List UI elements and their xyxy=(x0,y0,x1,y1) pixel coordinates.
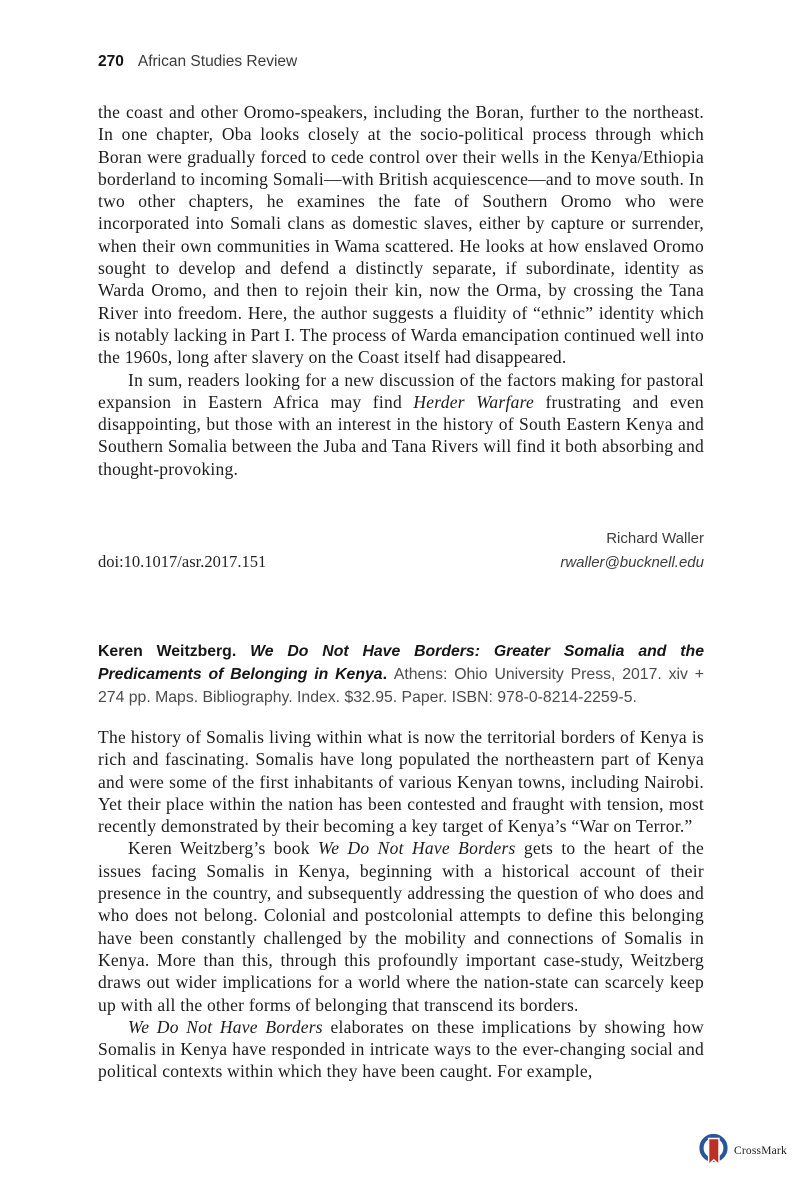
doi-email-row xyxy=(98,550,704,574)
running-header xyxy=(98,53,704,71)
crossmark-label: CrossMark xyxy=(734,1144,787,1157)
review-paragraph: Keren Weitzberg’s book We Do Not Have Borders gets to the heart of the issues facing Somalis in Kenya, beginning with a historical account of their presence in the country, and subsequently addressing the question of who does and who does not belong. Colonial and postcolonial attempts to define this belonging have been constantly challenged by the mobility and connections of Somalis in Kenya. More than this, through this profoundly important case-study, Weitzberg draws out wider implications for a world where the nation-state can scarcely keep up with all the other forms of belonging that transcend its borders. xyxy=(98,838,705,1015)
crossmark-icon xyxy=(698,1133,730,1168)
review-paragraph: the coast and other Oromo-speakers, including the Boran, further to the northeast. In one chapter, Oba looks closely at the socio-political process through which Boran were gradually forced to cede control over their wells in the Kenya/Ethiopia borderland to incoming Somali—with British acquiescence—and to move south. In two other chapters, he examines the fate of Southern Oromo who were incorporated into Somali clans as domestic slaves, either by capture or surrender, when their own communities in Wama scattered. He looks at how enslaved Oromo sought to develop and defend a distinctly separate, if subordinate, identity as Warda Oromo, and then to rejoin their kin, now the Orma, by crossing the Tana River into freedom. Here, the author suggests a fluidity of “ethnic” identity which is notably lacking in Part I. The process of Warda emancipation continued well into the 1960s, long after slavery on the Coast itself had disappeared. xyxy=(98,102,704,368)
page-number: 270 xyxy=(98,53,124,70)
reviewer-attribution xyxy=(98,528,704,574)
reviewer-name: Richard Waller xyxy=(606,530,704,547)
journal-title: African Studies Review xyxy=(137,53,298,70)
book-citation-heading: Keren Weitzberg. We Do Not Have Borders: Greater Somalia and the Predicaments of Belonging in Kenya. Athens: Ohio University Press, 2017. xiv + 274 pp. Maps. Bibliography. Index. $32.95. Paper. ISBN: 978-0-8214-2259-5. xyxy=(98,643,704,706)
review-paragraph: In sum, readers looking for a new discussion of the factors making for pastoral expansion in Eastern Africa may find Herder Warfare frustrating and even disappointing, but those with an interest in the history of South Eastern Kenya and Southern Somalia between the Juba and Tana Rivers will find it both absorbing and thought-provoking. xyxy=(98,369,705,479)
crossmark-badge[interactable] xyxy=(698,1133,787,1168)
doi: doi:10.1017/asr.2017.151 xyxy=(98,552,267,571)
reviewer-email: rwaller@bucknell.edu xyxy=(560,554,704,571)
review-paragraph: The history of Somalis living within what is now the territorial borders of Kenya is rich and fascinating. Somalis have long populated the northeastern part of Kenya and were some of the first inhabitants of various Kenyan towns, including Nairobi. Yet their place within the nation has been contested and fraught with tension, most recently demonstrated by their becoming a key target of Kenya’s “War on Terror.” xyxy=(98,727,704,837)
review-current-body xyxy=(98,726,704,1083)
review-paragraph: We Do Not Have Borders elaborates on these implications by showing how Somalis in Kenya have responded in intricate ways to the ever-changing social and political contexts within which they have been caught. For example, xyxy=(98,1016,704,1082)
review-previous-body xyxy=(98,101,704,480)
